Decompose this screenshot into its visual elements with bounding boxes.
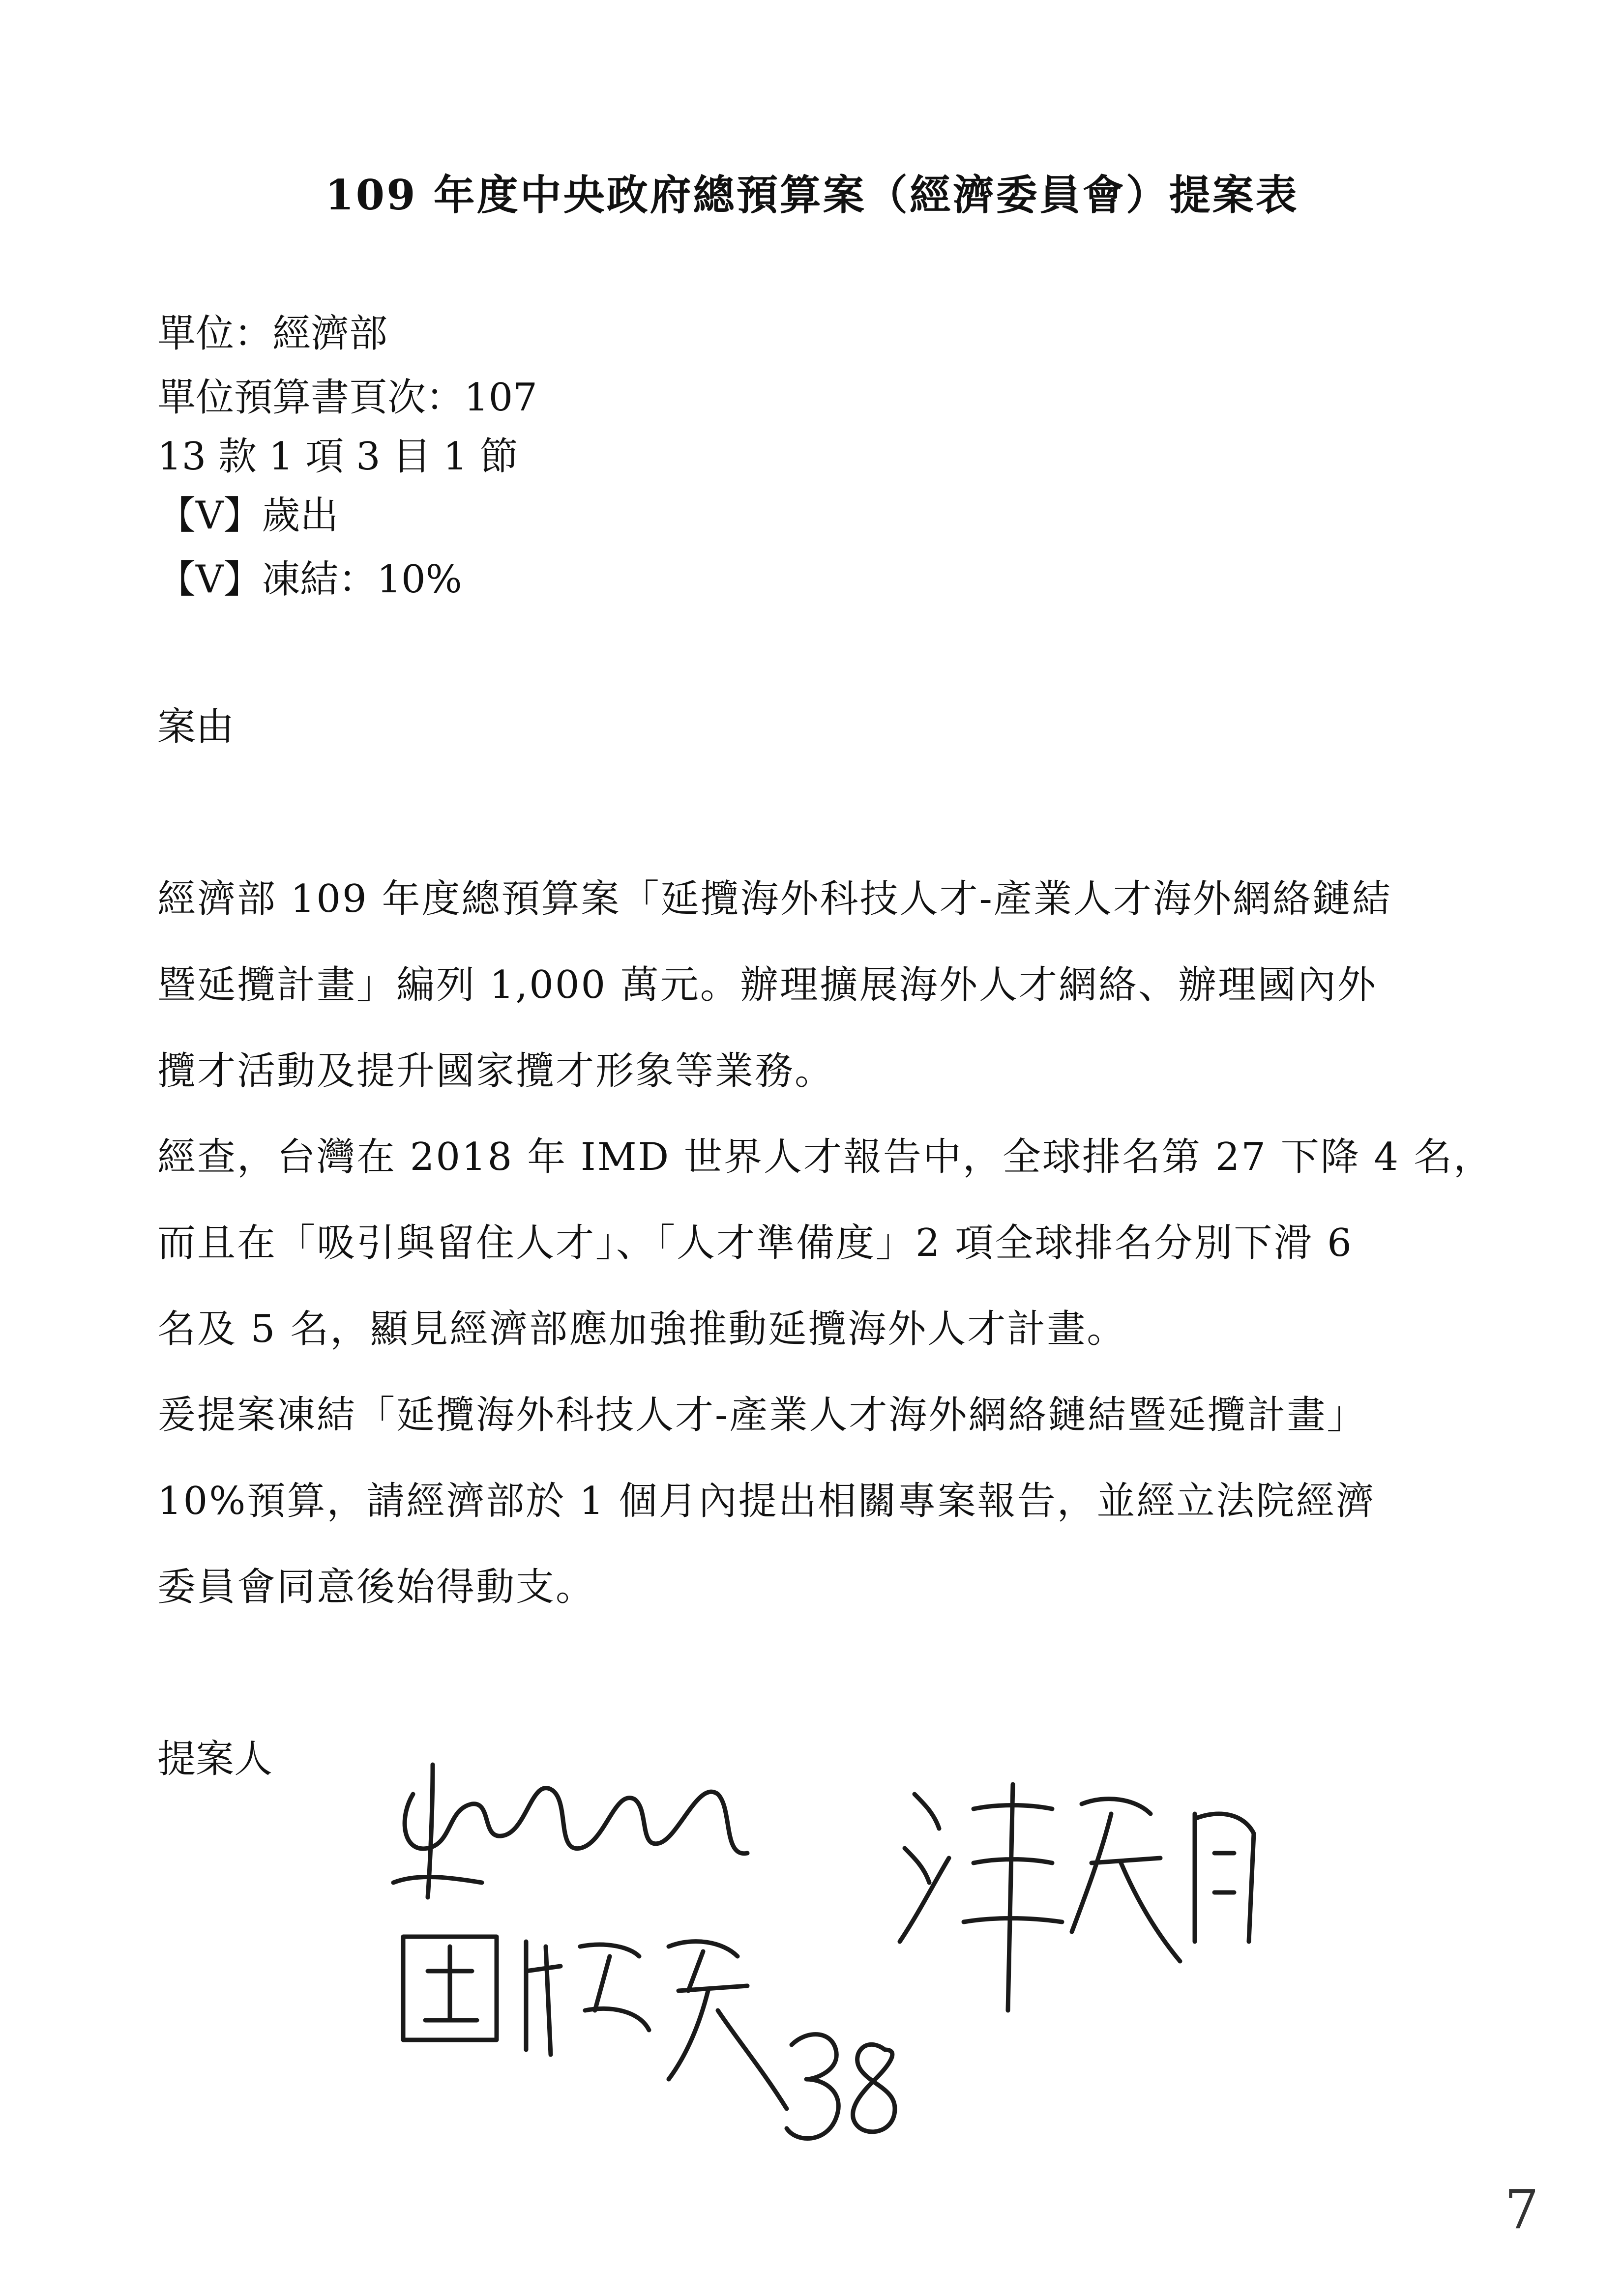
- signature-stroke: [1072, 1799, 1180, 1961]
- body-line: 委員會同意後始得動支。: [157, 1565, 596, 1609]
- handwritten-signatures: [384, 1735, 1318, 2158]
- body-line: 經濟部 109 年度總預算案「延攬海外科技人才-產業人才海外網絡鏈結: [157, 877, 1392, 921]
- body-line: 爰提案凍結「延攬海外科技人才-產業人才海外網絡鏈結暨延攬計畫」: [157, 1393, 1367, 1437]
- reason-label: 案由: [157, 705, 235, 749]
- meta-expenditure: 【V】歲出: [157, 494, 339, 538]
- signature-stroke: [393, 1877, 482, 1883]
- proposer-label: 提案人: [157, 1737, 273, 1781]
- body-line: 經查，台灣在 2018 年 IMD 世界人才報告中，全球排名第 27 下降 4 名，: [157, 1135, 1493, 1179]
- handwritten-number-stroke: [787, 2034, 838, 2139]
- meta-freeze: 【V】凍結：10%: [157, 557, 462, 602]
- signature-stroke: [425, 1947, 477, 2020]
- signature-stroke: [405, 1788, 747, 1854]
- signature-stroke: [964, 1784, 1062, 2010]
- signature-stroke: [580, 1945, 649, 2030]
- signature-stroke: [669, 1942, 787, 2109]
- meta-budget-page: 單位預算書頁次：107: [157, 376, 537, 420]
- body-line: 10%預算，請經濟部於 1 個月內提出相關專案報告，並經立法院經濟: [157, 1479, 1376, 1523]
- signature-stroke: [900, 1794, 949, 1942]
- handwritten-number-stroke: [853, 2044, 895, 2132]
- signature-stroke: [1195, 1814, 1254, 1942]
- body-line: 暨延攬計畫」編列 1,000 萬元。辦理擴展海外人才網絡、辦理國內外: [157, 963, 1377, 1007]
- meta-unit: 單位：經濟部: [157, 312, 388, 356]
- body-line: 而且在「吸引與留住人才」、「人才準備度」2 項全球排名分別下滑 6: [157, 1221, 1353, 1265]
- body-line: 攬才活動及提升國家攬才形象等業務。: [157, 1049, 835, 1093]
- page-title: 109 年度中央政府總預算案（經濟委員會）提案表: [325, 171, 1299, 219]
- signature-stroke: [526, 1942, 561, 2055]
- page-number: 7: [1505, 2178, 1539, 2241]
- body-line: 名及 5 名，顯見經濟部應加強推動延攬海外人才計畫。: [157, 1307, 1127, 1351]
- meta-section: 13 款 1 項 3 目 1 節: [157, 435, 518, 479]
